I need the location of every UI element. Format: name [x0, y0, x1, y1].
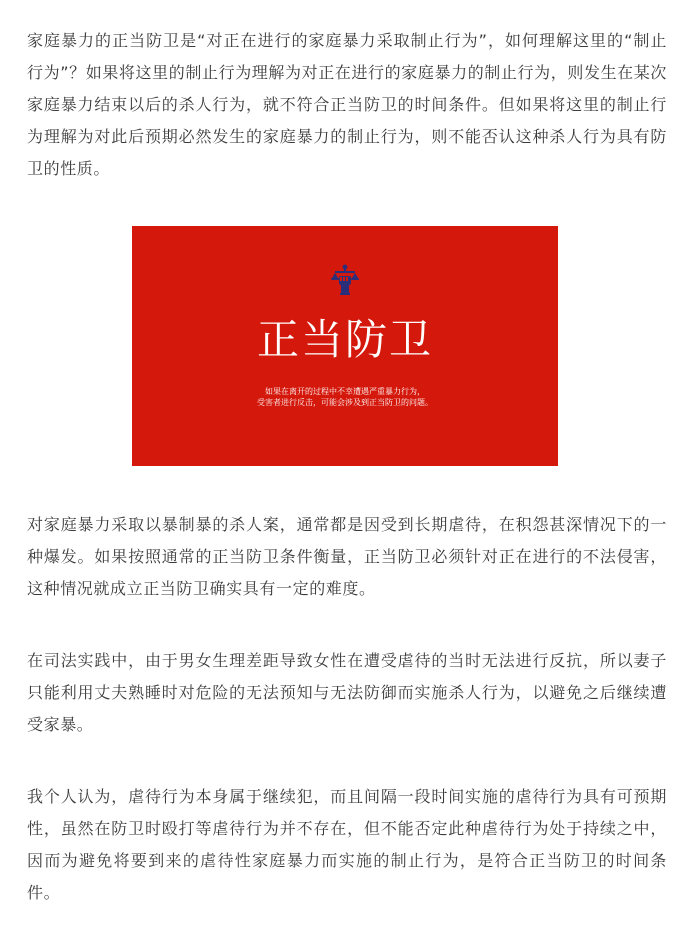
- justice-hand-icon: [331, 264, 359, 296]
- banner-subtitle-line-1: 如果在离开的过程中不幸遭遇严重暴力行为，: [265, 387, 425, 396]
- article-paragraph-3: 在司法实践中，由于男女生理差距导致女性在遭受虐待的当时无法进行反抗，所以妻子只能利用丈夫熟睡时对危险的无法预知与无法防御而实施杀人行为，以避免之后继续遭受家暴。: [27, 651, 667, 734]
- article-paragraph-4: 我个人认为，虐待行为本身属于继续犯，而且间隔一段时间实施的虐待行为具有可预期性，虽然在防卫时殴打等虐待行为并不存在，但不能否定此种虐待行为处于持续之中，因而为避免将要到来的虐待性家庭暴力而实施的制止行为，是符合正当防卫的时间条件。: [27, 787, 667, 902]
- banner-title: 正当防卫: [256, 315, 433, 364]
- banner-subtitle-line-2: 受害者进行反击，可能会涉及到正当防卫的问题。: [257, 398, 433, 407]
- article-paragraph-1: 家庭暴力的正当防卫是“对正在进行的家庭暴力采取制止行为”，如何理解这里的“制止行为”？如果将这里的制止行为理解为对正在进行的家庭暴力的制止行为，则发生在某次家庭暴力结束以后的杀人行为，就不符合正当防卫的时间条件。但如果将这里的制止行为理解为对此后预期必然发生的家庭暴力的制止行为，则不能否认这种杀人行为具有防卫的性质。: [27, 31, 667, 178]
- self-defense-banner: [132, 226, 558, 466]
- article-paragraph-2: 对家庭暴力采取以暴制暴的杀人案，通常都是因受到长期虐待，在积怨甚深情况下的一种爆发。如果按照通常的正当防卫条件衡量，正当防卫必须针对正在进行的不法侵害，这种情况就成立正当防卫确实具有一定的难度。: [27, 515, 667, 598]
